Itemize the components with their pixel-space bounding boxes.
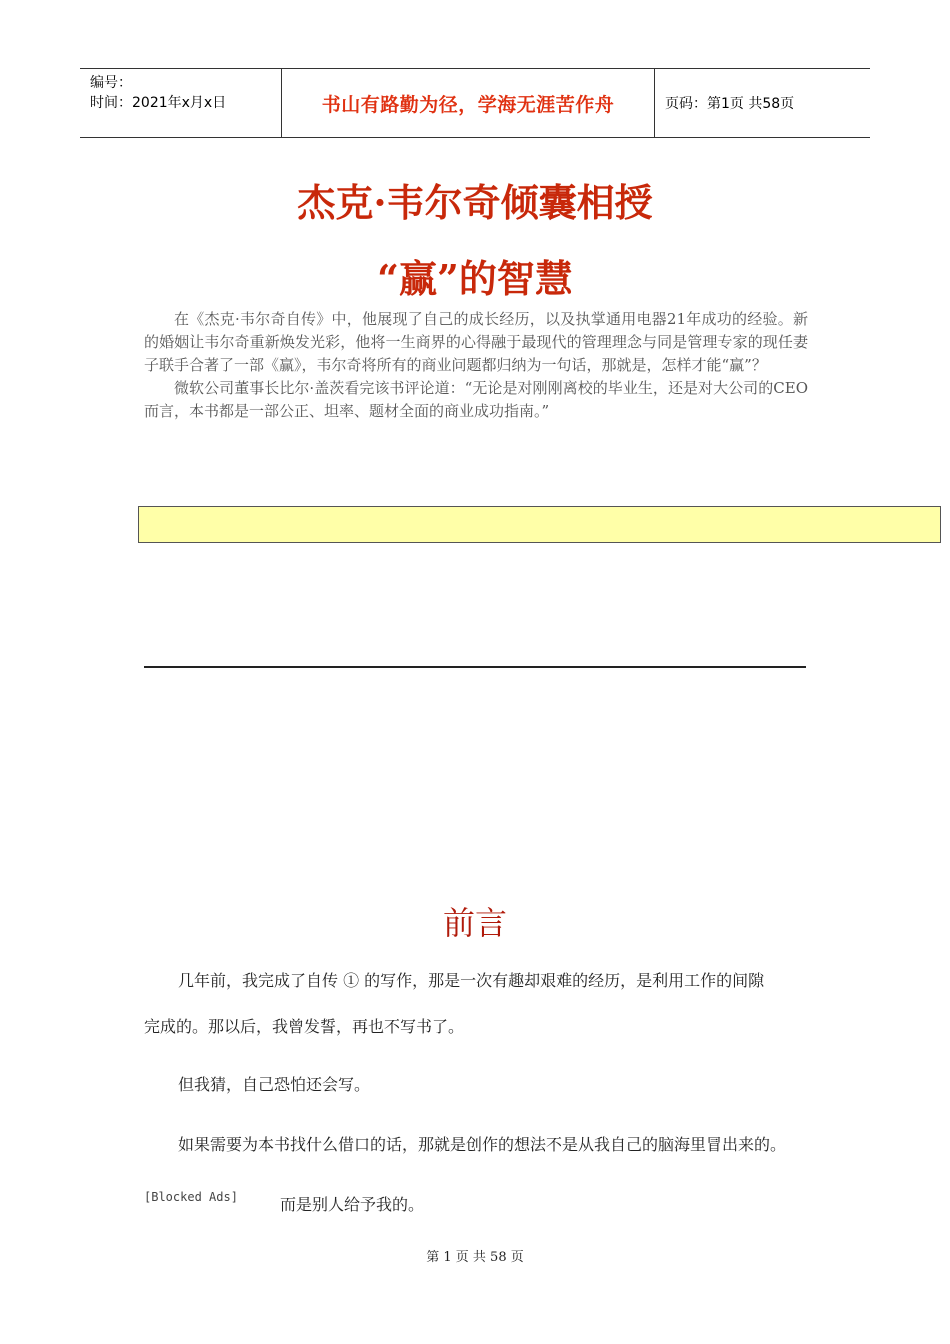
document-title-line2: “赢”的智慧 [377, 256, 573, 301]
intro-paragraph-1: 在《杰克·韦尔奇自传》中，他展现了自己的成长经历，以及执掌通用电器21年成功的经验。新的婚姻让韦尔奇重新焕发光彩，他将一生商界的心得融于最现代的管理理念与同是管理专家的现任妻子联手合著了一部《赢》，韦尔奇将所有的商业问题都归纳为一句话，那就是，怎样才能“赢”？ [144, 310, 808, 374]
header-motto-cell [281, 69, 655, 137]
header-meta [80, 69, 281, 137]
preface-line-5: 而是别人给予我的。 [280, 1195, 425, 1214]
blocked-ads-placeholder: [Blocked Ads] [144, 1190, 238, 1204]
page-footer: 第 1 页 共 58 页 [426, 1250, 524, 1265]
number-label: 编号： [90, 75, 132, 91]
preface-line-2: 完成的。那以后，我曾发誓，再也不写书了。 [144, 1017, 465, 1036]
intro-section [144, 308, 808, 423]
header-motto: 书山有路勤为径，学海无涯苦作舟 [321, 93, 615, 116]
preface-line-4: 如果需要为本书找什么借口的话，那就是创作的想法不是从我自己的脑海里冒出来的。 [178, 1135, 787, 1154]
intro-paragraph-2: 微软公司董事长比尔·盖茨看完该书评论道：“无论是对刚刚离校的毕业生，还是对大公司的CEO而言，本书都是一部公正、坦率、题材全面的商业成功指南。” [144, 379, 808, 420]
document-title-line1: 杰克·韦尔奇倾囊相授 [297, 180, 653, 225]
header-page-info: 页码：第1页 共58页 [665, 96, 795, 112]
header-table [80, 68, 870, 138]
preface-heading: 前言 [442, 904, 507, 942]
highlight-box [138, 506, 941, 543]
preface-line-3: 但我猜，自己恐怕还会写。 [178, 1075, 371, 1094]
preface-line-1: 几年前，我完成了自传 ① 的写作，那是一次有趣却艰难的经历，是利用工作的间隙 [178, 971, 765, 990]
time-label: 时间：2021年x月x日 [90, 95, 227, 111]
divider-line [144, 666, 806, 668]
